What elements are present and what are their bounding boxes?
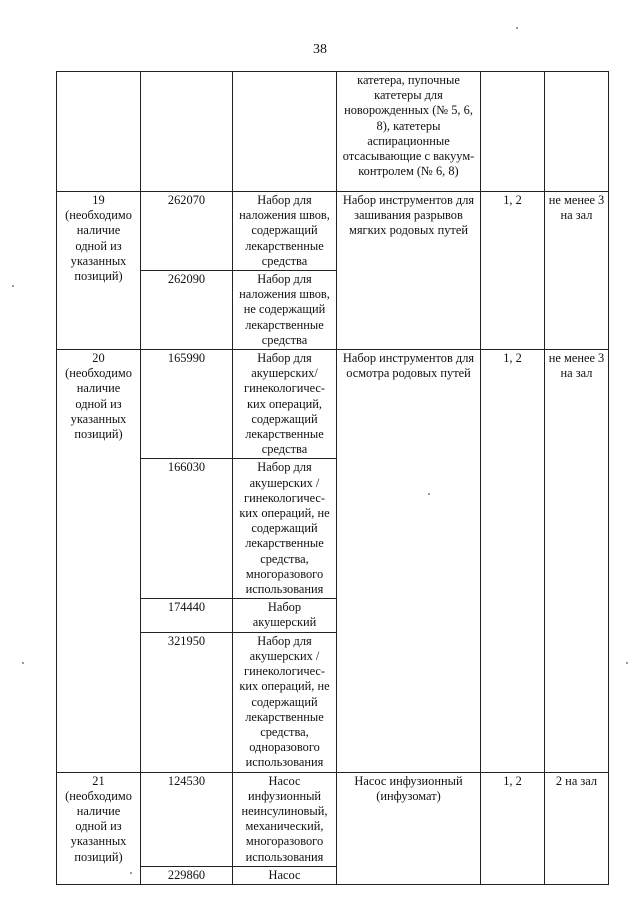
- scan-speck: [626, 662, 628, 664]
- table-row-19: [57, 192, 609, 271]
- item-name: Набор для наложения швов, содержащий лекарственные средства: [233, 192, 337, 271]
- standard-name: Насос инфузионный (инфузомат): [337, 772, 481, 884]
- item-name: Насос инфузионный неинсулиновый, механический, многоразового использования: [233, 772, 337, 866]
- item-code: 229860: [141, 866, 233, 884]
- item-name: Набор для акушерских/ гинекологичес-ких операций, содержащий лекарственные средства: [233, 350, 337, 459]
- table-row-20: [57, 350, 609, 459]
- cell-code: [141, 72, 233, 192]
- item-code: 262090: [141, 271, 233, 350]
- scan-speck: [22, 662, 24, 664]
- item-name: Набор для акушерских /гинекологичес-ких операций, не содержащий лекарственные средства, многоразового использования: [233, 459, 337, 599]
- standard-name: Набор инструментов для зашивания разрывов мягких родовых путей: [337, 192, 481, 350]
- cell-num: [57, 72, 141, 192]
- cell-name: [233, 72, 337, 192]
- equipment-level: 1, 2: [481, 772, 545, 884]
- item-code: 166030: [141, 459, 233, 599]
- equipment-level: 1, 2: [481, 192, 545, 350]
- equipment-table: [56, 71, 609, 885]
- item-code: 174440: [141, 599, 233, 632]
- item-name: Набор акушерский: [233, 599, 337, 632]
- item-code: 321950: [141, 632, 233, 772]
- position-number: 21 (необходимо наличие одной из указанных позиций): [57, 772, 141, 884]
- required-quantity: не менее 3 на зал: [545, 350, 609, 772]
- item-code: 124530: [141, 772, 233, 866]
- position-number: 19 (необходимо наличие одной из указанных позиций): [57, 192, 141, 350]
- item-name: Набор для наложения швов, не содержащий лекарственные средства: [233, 271, 337, 350]
- scan-speck: [12, 285, 14, 287]
- item-name: Набор для акушерских / гинекологичес-ких операций, не содержащий лекарственные средства, одноразового использования: [233, 632, 337, 772]
- cell-qty: [545, 72, 609, 192]
- page-number: 38: [313, 42, 327, 57]
- cell-standard: катетера, пупочные катетеры для новорожденных (№ 5, 6, 8), катетеры аспирационные отсасывающие с вакуум-контролем (№ 6, 8): [337, 72, 481, 192]
- table-row-continuation: [57, 72, 609, 192]
- required-quantity: 2 на зал: [545, 772, 609, 884]
- standard-name: Набор инструментов для осмотра родовых путей: [337, 350, 481, 772]
- table-row-21: [57, 772, 609, 866]
- cell-level: [481, 72, 545, 192]
- scan-speck: [130, 872, 132, 874]
- equipment-level: 1, 2: [481, 350, 545, 772]
- required-quantity: не менее 3 на зал: [545, 192, 609, 350]
- item-name: Насос: [233, 866, 337, 884]
- position-number: 20 (необходимо наличие одной из указанных позиций): [57, 350, 141, 772]
- item-code: 165990: [141, 350, 233, 459]
- scan-speck: [516, 27, 518, 29]
- item-code: 262070: [141, 192, 233, 271]
- scan-speck: [428, 493, 430, 495]
